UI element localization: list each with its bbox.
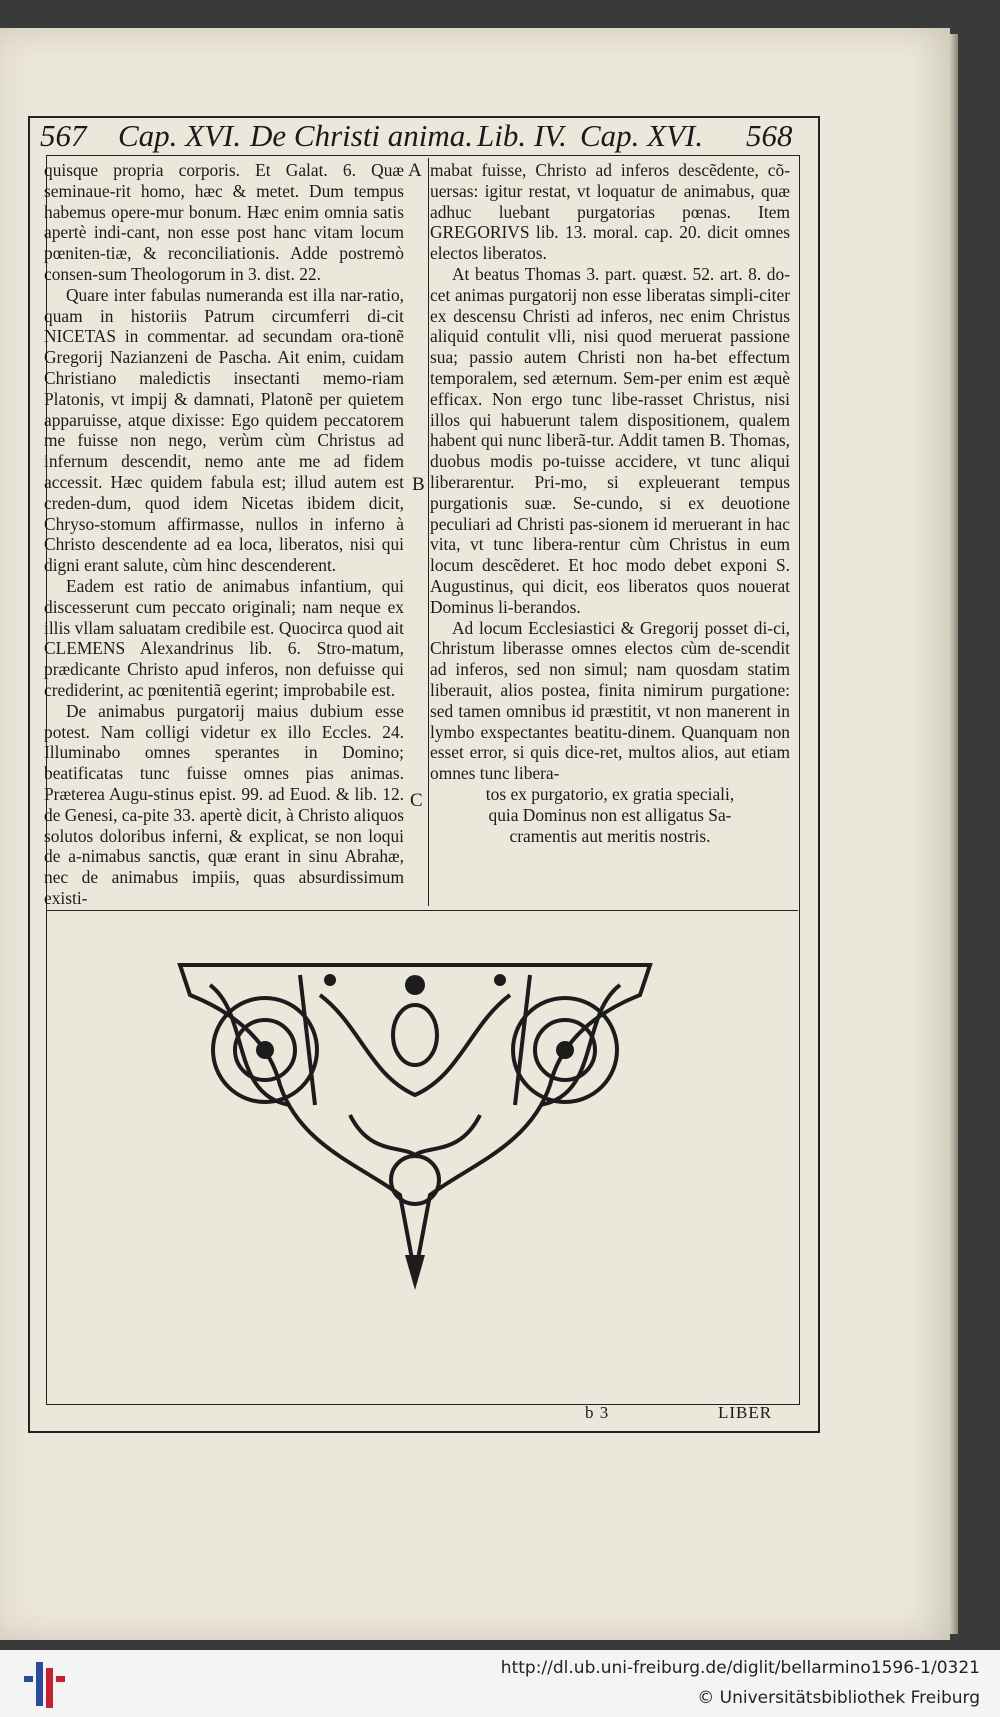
page-number-right: 568 <box>746 118 793 153</box>
header-title: De Christi anima. <box>250 118 474 153</box>
margin-letter-a: A <box>408 160 422 181</box>
chapter-left: Cap. XVI. <box>118 118 242 153</box>
margin-letter-c: C <box>410 790 423 811</box>
section-rule <box>46 910 798 911</box>
paragraph: Ad locum Ecclesiastici & Gregorij posset di-ci, Christum liberasse omnes electos cùm de-scendit ad inferos, sed non simul; nam quosdam statim liberauit, alios postea, finita nimirum purgatione: sed tamen omnibus id præstitit, vt non manerent in lymbo exspectantes beatitu-dinem. Quanquam non esset error, si quis dice-ret, multos alios, aut etiam omnes tunc libera- <box>430 617 790 784</box>
right-column <box>430 160 790 846</box>
signature-mark: b 3 <box>585 1403 610 1422</box>
paragraph: Quare inter fabulas numeranda est illa nar-ratio, quam in historiis Patrum circumferri di-cit NICETAS in commentar. ad secundam ora-tionẽ Gregorij Nazianzeni de Pascha. Ait enim, cuidam Christiano maledictis insectanti memo-riam Platonis, vt impij & damnati, Platonẽ per quietem apparuisse, atque dixisse: Ego quidem peccatorem me fuisse non nego, verùm cùm Christus ad infernum descendit, nemo ante me ad fidem accessit. Hæc quidem fabula est; illud autem est creden-dum, quod idem Nicetas ibidem dicit, Chryso-stomum affirmasse, nullos in inferno à Christo descendente ad ea loca, liberatos, nisi qui digni erant salute, cùm hinc descenderent. <box>44 284 404 576</box>
book-number: Lib. IV. <box>477 118 567 153</box>
permalink-url[interactable]: http://dl.ub.uni-freiburg.de/diglit/bellarmino1596-1/0321 <box>500 1658 980 1678</box>
left-column <box>44 160 404 909</box>
paragraph: De animabus purgatorij maius dubium esse potest. Nam colligi videtur ex illo Eccles. 24. Illuminabo omnes sperantes in Domino; beatificatas tunc fuisse omnes pias animas. Præterea Augu-stinus epist. 99. ad Euod. & lib. 12. de Genesi, ca-pite 33. apertè dicit, à Christo aliquos solutos doloribus inferni, & explicat, se non loqui de a-nimabus sanctis, quæ erant in sinu Abrahæ, nec de animabus impiis, quas absurdissimum existi- <box>44 700 404 908</box>
catchword: LIBER <box>718 1403 773 1422</box>
viewer-footer-bar <box>0 1650 1000 1717</box>
chapter-right: Cap. XVI. <box>580 118 704 153</box>
running-header <box>40 118 808 156</box>
paragraph: mabat fuisse, Christo ad inferos descẽdente, cõ-uersas: igitur restat, vt loquatur de animabus, quæ adhuc luebant purgatorias pœnas. Item GREGORIVS lib. 13. moral. cap. 20. dicit omnes electos liberatos. <box>430 160 790 264</box>
paragraph: quisque propria corporis. Et Galat. 6. Quæ seminaue-rit homo, hæc & metet. Dum tempus habemus opere-mur bonum. Hæc enim omnia satis apertè indi-cant, non esse post hanc vitam locum pœniten-tiæ, & reconciliationis. Adde postremò consen-sum Theologorum in 3. dist. 22. <box>44 160 404 284</box>
copyright-notice: © Universitätsbibliothek Freiburg <box>697 1688 980 1708</box>
column-rule <box>428 158 429 906</box>
library-logo-icon <box>22 1658 68 1710</box>
paragraph: At beatus Thomas 3. part. quæst. 52. art. 8. do-cet animas purgatorij non esse liberatas simpli-citer ex descensu Christi ad inferos, nec enim Christus aliquid contulit vlli, nisi quod meruerat passione sua; passio autem Christi non ha-bet effectum temporalem, sed æternum. Sem-per enim est æquè efficax. Non ergo tunc libe-rasset Christus, nisi illos qui habuerunt talem dispositionem, qualem habent qui nunc liberã-tur. Addit tamen B. Thomas, duobus modis po-tuisse accidere, vt tunc aliqui liberarentur. Pri-mo, si expleuerant tempus purgationis suæ. Se-cundo, si ex deuotione peculiari ad Christi pas-sionem id meruerant in hac vita, vt tunc libera-rentur cùm Christus in eum locum descẽderet. Et hoc modo debet exponi S. Augustinus, qui dicit, eos liberatos quos nouerat Dominus li-berandos. <box>430 263 790 617</box>
margin-letter-b: B <box>412 474 425 495</box>
woodcut-ornament <box>170 955 660 1295</box>
page-number-left: 567 <box>40 118 87 153</box>
paragraph: Eadem est ratio de animabus infantium, qui discesserunt cum peccato originali; nam neque ex illis vllam saluatam credibile est. Quocirca quod ait CLEMENS Alexandrinus lib. 6. Stro-matum, prædicante Christo apud inferos, non defuisse qui crediderint, ac pœnitentiã egerint; improbabile est. <box>44 575 404 700</box>
closing-lines: tos ex purgatorio, ex gratia speciali, quia Dominus non est alligatus Sa-cramentis aut meritis nostris. <box>485 783 735 846</box>
page-edge <box>950 34 958 1634</box>
